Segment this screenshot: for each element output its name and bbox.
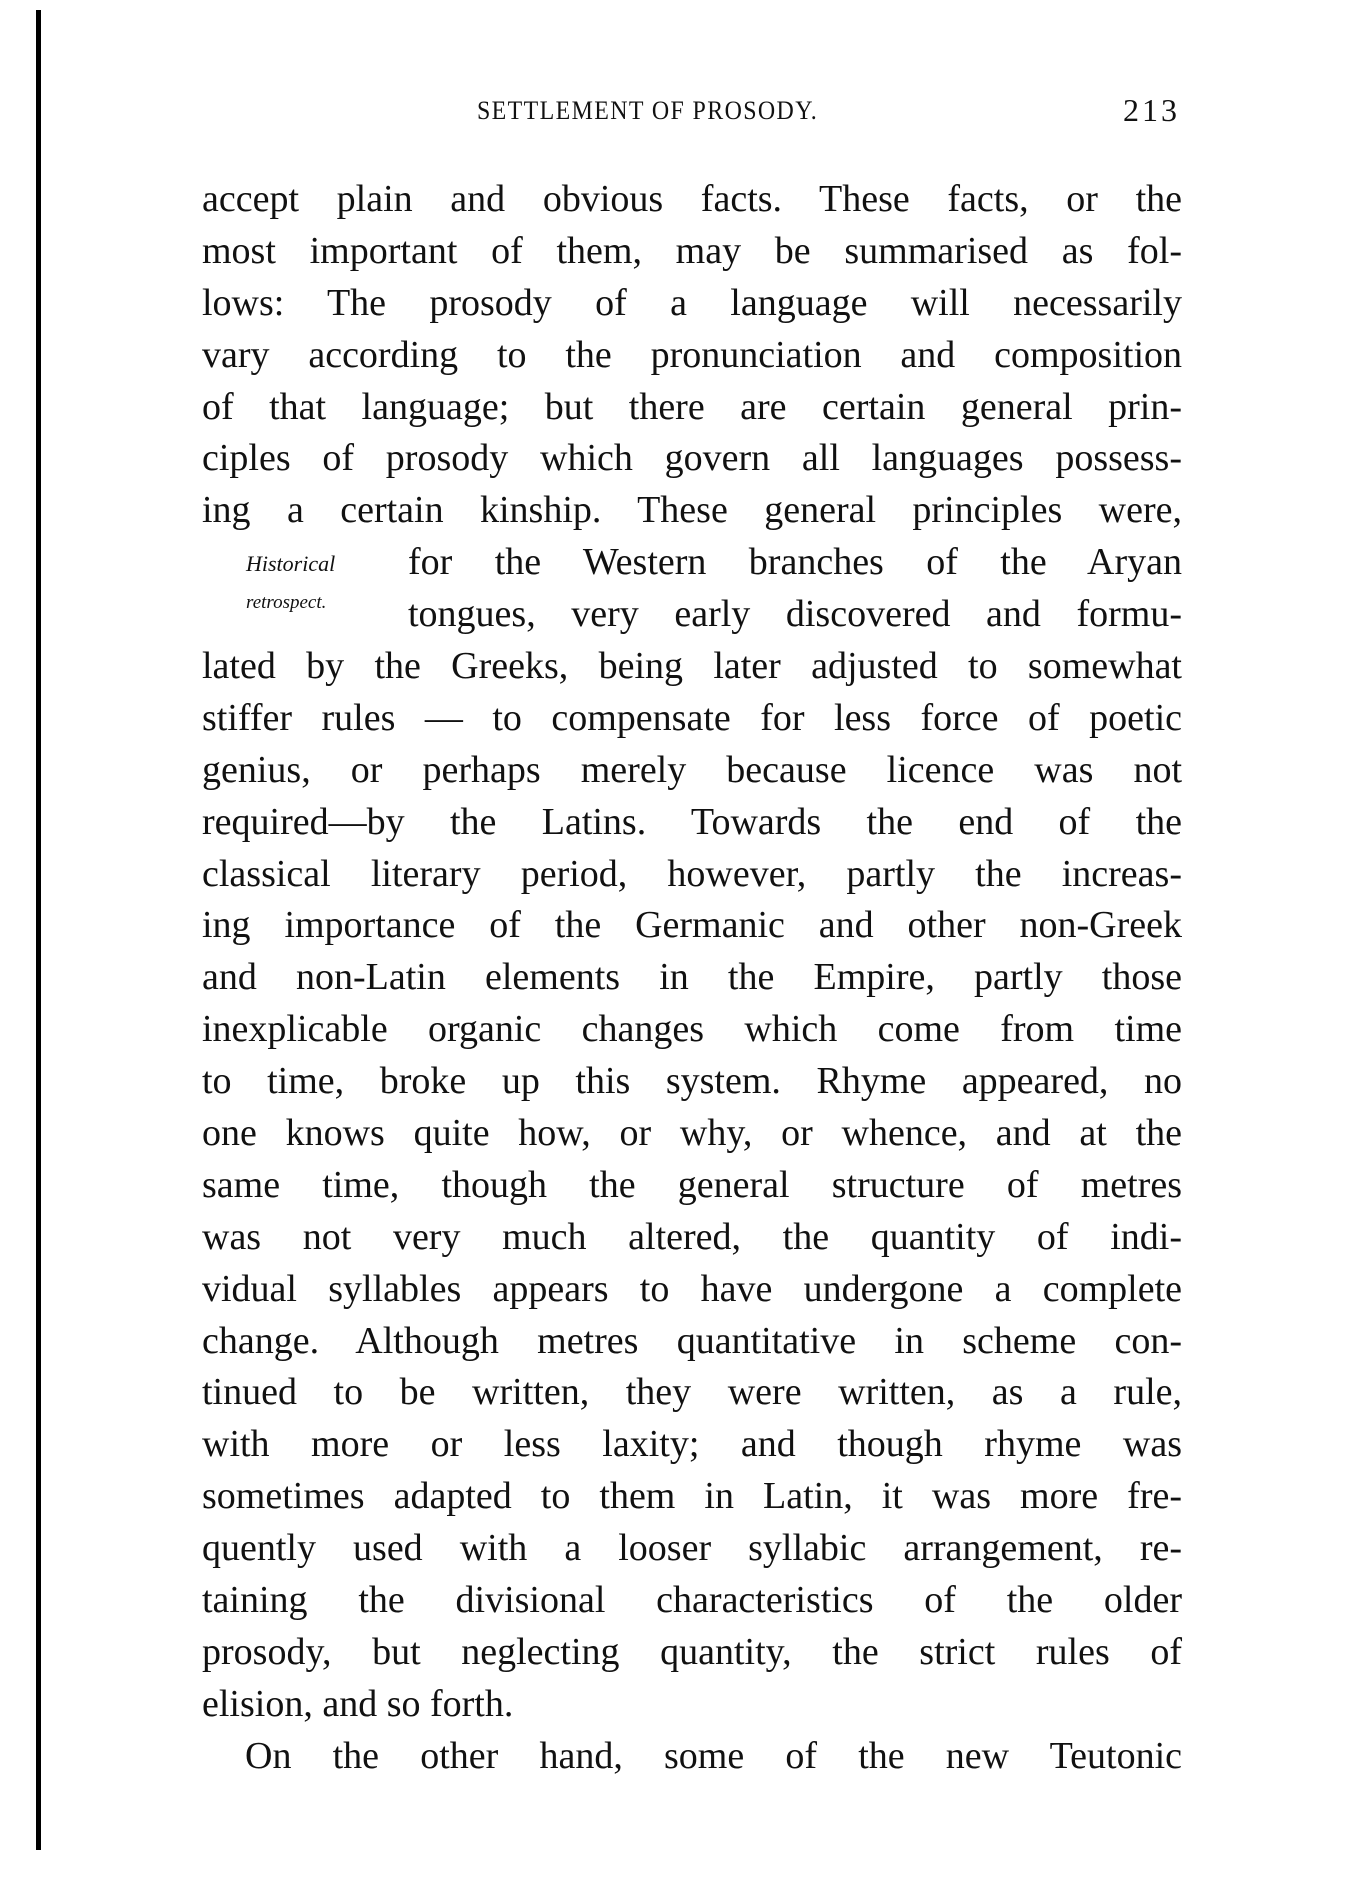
text-line-content: required—by the Latins. Towards the end of the — [202, 800, 1182, 843]
text-line — [202, 226, 1182, 278]
text-line — [202, 952, 1182, 1004]
text-line — [202, 1264, 1182, 1316]
page-edge-rule — [36, 10, 41, 1850]
text-line-content: elision, and so forth. — [202, 1682, 514, 1725]
text-line-content: same time, though the general structure of metres — [202, 1163, 1182, 1206]
text-line — [202, 849, 1182, 901]
text-line-content: taining the divisional characteristics of the older — [202, 1579, 1182, 1622]
text-line — [202, 1212, 1182, 1264]
text-line — [202, 1160, 1182, 1212]
text-line-content: ing a certain kinship. These general principles were, — [202, 489, 1182, 532]
text-line — [202, 641, 1182, 693]
text-line-content: genius, or perhaps merely because licence was not — [202, 748, 1182, 791]
text-line — [202, 537, 1182, 589]
text-line-content: was not very much altered, the quantity of indi- — [202, 1215, 1182, 1258]
text-line-content: most important of them, may be summarised as fol- — [202, 229, 1182, 272]
text-line-content: and non-Latin elements in the Empire, partly those — [202, 956, 1182, 999]
page-number: 213 — [1123, 92, 1180, 128]
text-line-content: sometimes adapted to them in Latin, it was more fre- — [202, 1475, 1182, 1518]
text-line-content: prosody, but neglecting quantity, the strict rules of — [202, 1630, 1182, 1673]
text-line — [202, 278, 1182, 330]
sidenote-line-2: retrospect. — [246, 592, 327, 613]
text-line-content: to time, broke up this system. Rhyme appeared, no — [202, 1060, 1182, 1103]
text-line-content: tongues, very early discovered and formu- — [408, 593, 1182, 636]
body-text — [202, 174, 1182, 1783]
text-line — [202, 1316, 1182, 1368]
text-line-content: change. Although metres quantitative in scheme con- — [202, 1319, 1182, 1362]
text-line-content: lows: The prosody of a language will necessarily — [202, 281, 1182, 324]
text-line — [202, 1367, 1182, 1419]
text-line — [202, 693, 1182, 745]
text-line-content: lated by the Greeks, being later adjusted to somewhat — [202, 645, 1182, 688]
text-line — [202, 745, 1182, 797]
text-line — [202, 485, 1182, 537]
text-line — [202, 1056, 1182, 1108]
running-head: SETTLEMENT OF PROSODY. — [477, 96, 819, 125]
text-line-content: vidual syllables appears to have undergone a complete — [202, 1267, 1182, 1310]
text-line-content: On the other hand, some of the new Teutonic — [245, 1734, 1182, 1777]
text-line — [202, 433, 1182, 485]
text-line — [202, 900, 1182, 952]
text-line-content: ciples of prosody which govern all languages possess- — [202, 437, 1182, 480]
text-line-content: inexplicable organic changes which come from time — [202, 1008, 1182, 1051]
text-line — [202, 330, 1182, 382]
text-line-content: quently used with a looser syllabic arrangement, re- — [202, 1527, 1182, 1570]
text-line — [202, 174, 1182, 226]
text-line-content: ing importance of the Germanic and other non-Greek — [202, 904, 1182, 947]
text-line-content: stiffer rules — to compensate for less force of poetic — [202, 696, 1182, 739]
text-line-content: classical literary period, however, partly the increas- — [202, 852, 1182, 895]
text-line — [202, 1523, 1182, 1575]
text-line — [202, 797, 1182, 849]
text-line — [202, 1679, 1182, 1731]
text-line — [202, 1731, 1182, 1783]
text-line — [202, 1627, 1182, 1679]
text-line-content: one knows quite how, or why, or whence, and at the — [202, 1112, 1182, 1155]
text-line — [202, 382, 1182, 434]
text-line-content: for the Western branches of the Aryan — [408, 541, 1182, 584]
text-line-content: vary according to the pronunciation and composition — [202, 333, 1182, 376]
text-line-content: tinued to be written, they were written, as a rule, — [202, 1371, 1182, 1414]
text-line — [202, 1419, 1182, 1471]
text-line — [202, 1004, 1182, 1056]
sidenote-line-1: Historical — [246, 551, 336, 576]
text-line — [202, 1108, 1182, 1160]
text-line — [202, 1471, 1182, 1523]
text-line — [202, 1575, 1182, 1627]
text-line — [202, 589, 1182, 641]
text-line-content: with more or less laxity; and though rhyme was — [202, 1423, 1182, 1466]
text-line-content: of that language; but there are certain general prin- — [202, 385, 1182, 428]
text-line-content: accept plain and obvious facts. These facts, or the — [202, 178, 1182, 220]
